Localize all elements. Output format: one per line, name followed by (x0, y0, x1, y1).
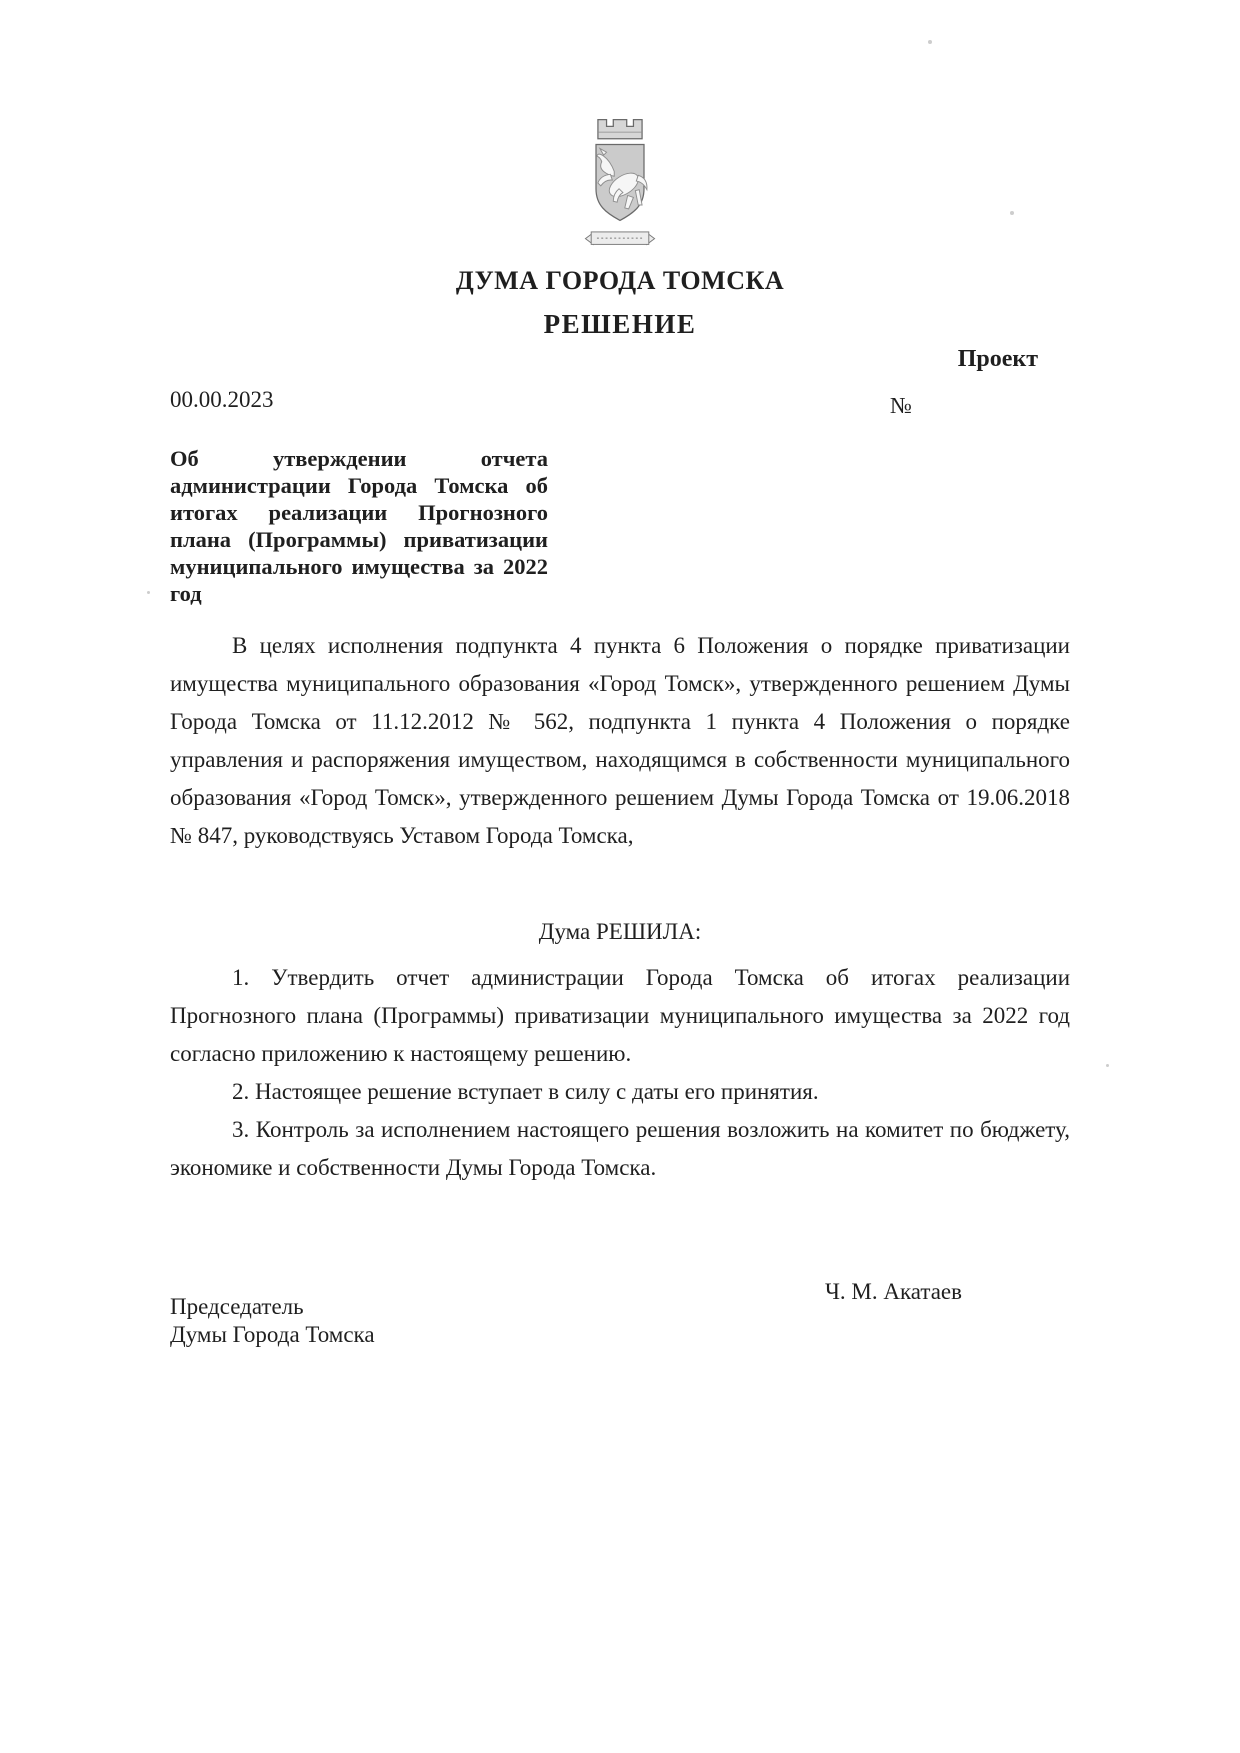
resolution-item-1: 1. Утвердить отчет администрации Города Томска об итогах реализации Прогнозного плана (Программы) приватизации муниципального имущества за 2022 год согласно приложению к настоящему решению. (170, 965, 1070, 1066)
coat-of-arms-svg (572, 110, 668, 254)
signature-block (170, 1279, 1070, 1349)
document-date: 00.00.2023 (170, 387, 274, 412)
signer-position-line1: Председатель (170, 1294, 304, 1319)
signer-position-line2: Думы Города Томска (170, 1322, 375, 1347)
scan-speck (1010, 211, 1014, 215)
scan-speck (1106, 1064, 1109, 1067)
organization-name: ДУМА ГОРОДА ТОМСКА (455, 266, 785, 295)
signer-position (170, 1279, 375, 1349)
signer-name: Ч. М. Акатаев (824, 1279, 962, 1304)
scan-speck (928, 40, 932, 44)
date-number-row (170, 387, 1070, 419)
scan-speck (147, 591, 150, 594)
document-type-heading: РЕШЕНИЕ (543, 309, 697, 339)
document-number-sign: № (890, 393, 912, 418)
document-subject: Об утверждении отчета администрации Города Томска об итогах реализации Прогнозного плана (Программы) приватизации муниципального имущества за 2022 год (170, 446, 548, 606)
tomsk-coat-of-arms-icon (572, 110, 668, 254)
resolution-heading: Дума РЕШИЛА: (538, 919, 702, 944)
resolution-item-3: 3. Контроль за исполнением настоящего решения возложить на комитет по бюджету, экономике и собственности Думы Города Томска. (170, 1117, 1070, 1180)
preamble-paragraph: В целях исполнения подпункта 4 пункта 6 Положения о порядке приватизации имущества муниципального образования «Город Томск», утвержденного решением Думы Города Томска от 11.12.2012 № 562, подпункта 1 пункта 4 Положения о порядке управления и распоряжения имуществом, находящимся в собственности муниципального образования «Город Томск», утвержденного решением Думы Города Томска от 19.06.2018 № 847, руководствуясь Уставом Города Томска, (170, 633, 1070, 848)
resolution-item-2: 2. Настоящее решение вступает в силу с даты его принятия. (232, 1079, 819, 1104)
resolution-items (170, 959, 1070, 1187)
draft-label: Проект (957, 346, 1038, 372)
